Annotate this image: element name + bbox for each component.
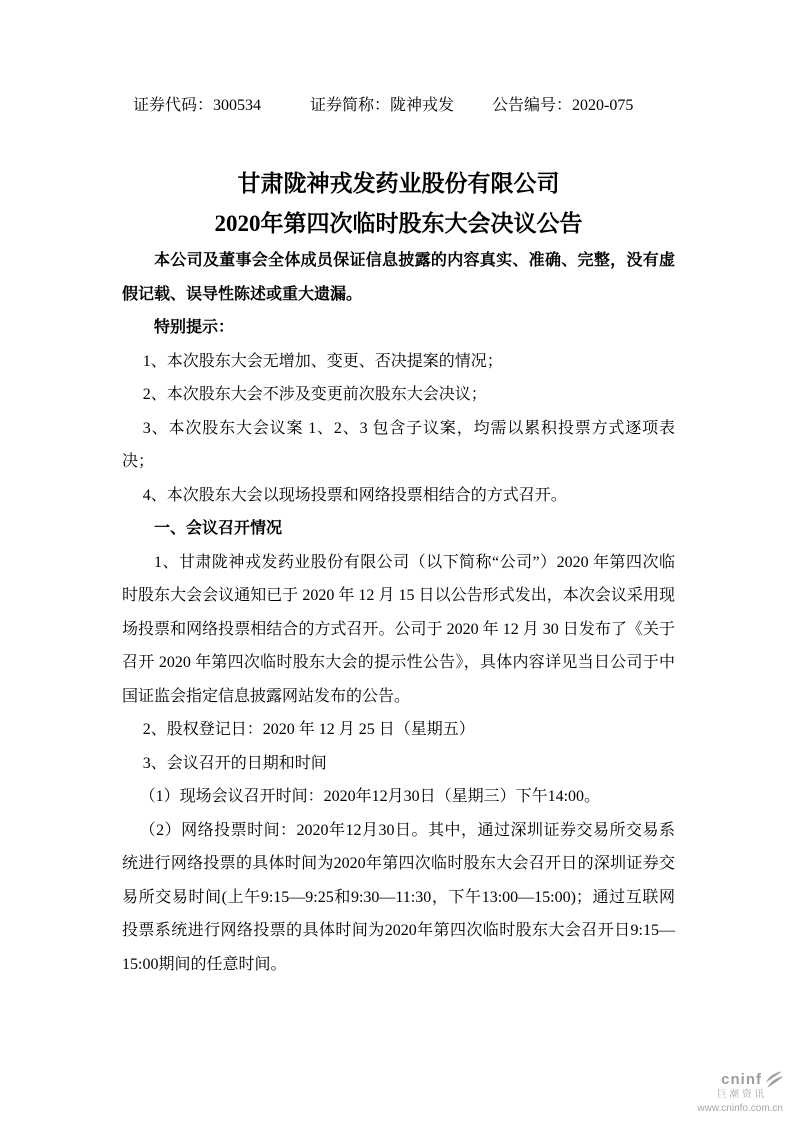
cninfo-brand-row: [697, 1071, 783, 1088]
disclaimer-statement: 本公司及董事会全体成员保证信息披露的内容真实、准确、完整，没有虚假记载、误导性陈述或重大遗漏。: [122, 252, 675, 303]
section-1-paragraph-1: 1、甘肃陇神戎发药业股份有限公司（以下简称“公司”）2020 年第四次临时股东大会会议通知已于 2020 年 12 月 15 日以公告形式发出，本次会议采用现场投票和网络投票相结合的方式召开。公司于 2020 年 12 月 30 日发布了《关于召开 2020 年第四次临时股东大会的提示性公告》，具体内容详见当日公司于中国证监会指定信息披露网站发布的公告。: [122, 553, 675, 705]
cninfo-swirl-icon: [764, 1071, 783, 1088]
special-notice-item: 1、本次股东大会无增加、变更、否决提案的情况；: [142, 352, 503, 370]
special-notice-item: 3、本次股东大会议案 1、2、3 包含子议案，均需以累积投票方式逐项表决；: [122, 419, 675, 470]
section-1-paragraph-4: （1）现场会议召开时间：2020年12月30日（星期三）下午14:00。: [139, 788, 601, 805]
stock-code: 证券代码：300534: [133, 97, 262, 114]
announcement-title: 2020年第四次临时股东大会决议公告: [214, 211, 583, 236]
cninfo-cn-name: 巨潮资讯: [716, 1088, 767, 1100]
announcement-number: 公告编号：2020-075: [492, 97, 634, 114]
document-header: [0, 0, 793, 118]
cninfo-url: www.cninfo.com.cn: [697, 1102, 783, 1114]
cninfo-logo: [697, 1071, 783, 1114]
document-body: [122, 164, 675, 981]
stock-abbr: 证券简称：陇神戎发: [310, 97, 455, 114]
section-1-paragraph-3: 3、会议召开的日期和时间: [142, 754, 327, 772]
special-notice-heading: 特别提示：: [154, 319, 235, 336]
company-name-title: 甘肃陇神戎发药业股份有限公司: [237, 171, 560, 196]
special-notice-item: 2、本次股东大会不涉及变更前次股东大会决议；: [142, 386, 487, 403]
section-1-paragraph-5: （2）网络投票时间：2020年12月30日。其中，通过深圳证券交易所交易系统进行网络投票的具体时间为2020年第四次临时股东大会召开日的深圳证券交易所交易时间(上午9:15—9:25和9:30—11:30，下午13:00—15:00)；通过互联网投票系统进行网络投票的具体时间为2020年第四次临时股东大会召开日9:15—15:00期间的任意时间。: [122, 821, 675, 973]
section-1-heading: 一、会议召开情况: [154, 520, 283, 537]
page-title: [122, 164, 675, 244]
section-1-paragraph-2: 2、股权登记日：2020 年 12 月 25 日（星期五）: [142, 721, 475, 738]
special-notice-item: 4、本次股东大会以现场投票和网络投票相结合的方式召开。: [142, 486, 567, 504]
cninfo-brand-text: cninf: [721, 1071, 762, 1089]
